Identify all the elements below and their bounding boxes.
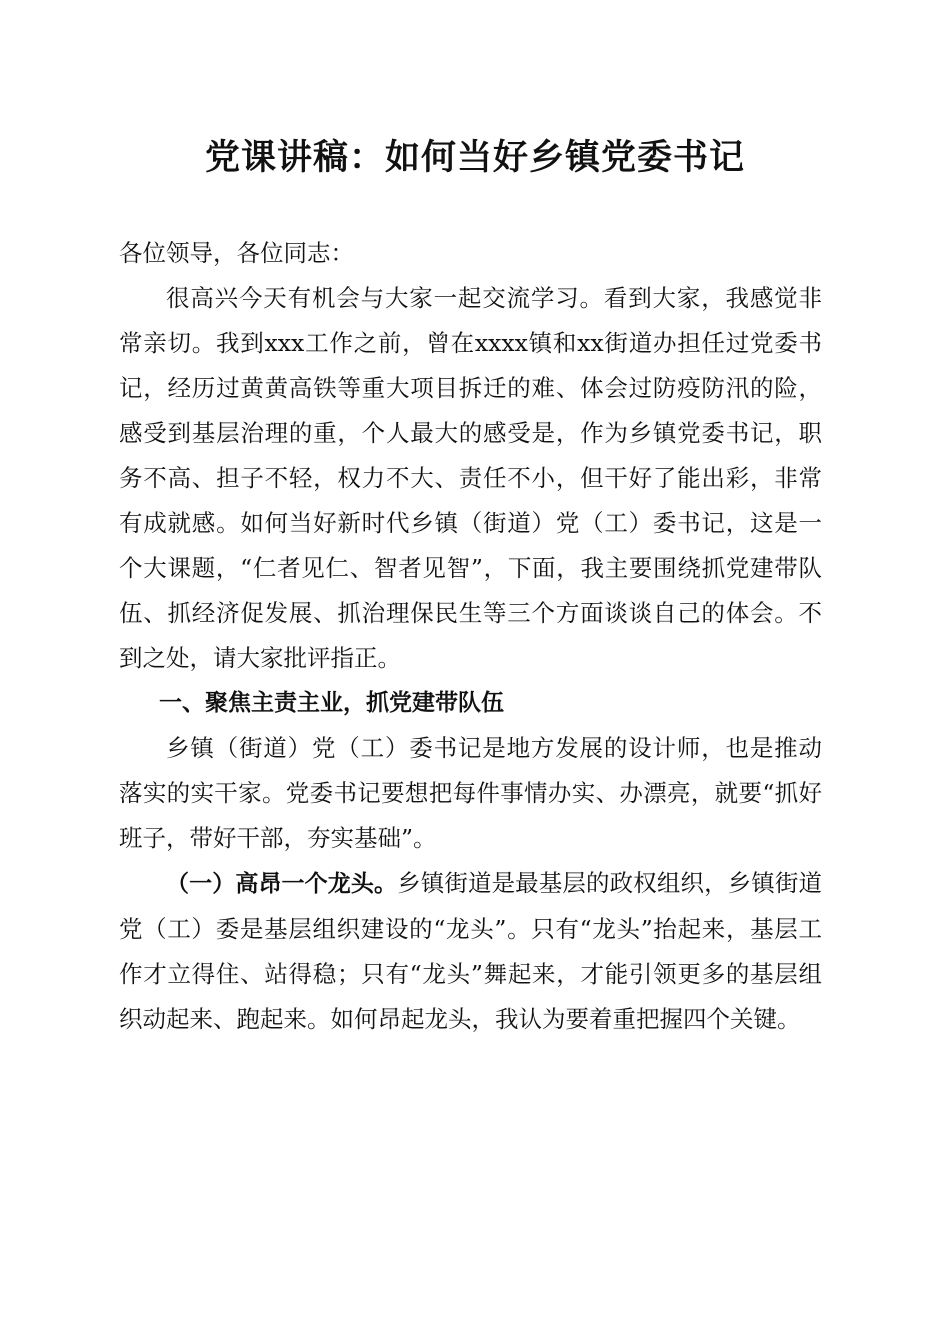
section-1-paragraph: 乡镇（街道）党（工）委书记是地方发展的设计师，也是推动落实的实干家。党委书记要想把每件事情办实、办漂亮，就要“抓好班子，带好干部，夯实基础”。 — [119, 734, 822, 852]
salutation: 各位领导，各位同志： — [119, 239, 354, 267]
intro-paragraph: 很高兴今天有机会与大家一起交流学习。看到大家，我感觉非常亲切。我到xxx工作之前，曾在xxxx镇和xx街道办担任过党委书记，经历过黄黄高铁等重大项目拆迁的难、体会过防疫防汛的险，感受到基层治理的重，个人最大的感受是，作为乡镇党委书记，职务不高、担子不轻，权力不大、责任不小，但干好了能出彩，非常有成就感。如何当好新时代乡镇（街道）党（工）委书记，这是一个大课题，“仁者见仁、智者见智”，下面，我主要围绕抓党建带队伍、抓经济促发展、抓治理保民生等三个方面谈谈自己的体会。不到之处，请大家批评指正。 — [119, 284, 822, 672]
section-heading-1: 一、聚焦主责主业，抓党建带队伍 — [159, 690, 504, 716]
subsection-1-text: 乡镇街道是最基层的政权组织，乡镇街道党（工）委是基层组织建设的“龙头”。只有“龙头”抬起来，基层工作才立得住、站得稳；只有“龙头”舞起来，才能引领更多的基层组织动起来、跑起来。如何昂起龙头，我认为要着重把握四个关键。 — [119, 869, 823, 1033]
document-body — [119, 231, 822, 1042]
subsection-heading-1: （一）高昂一个龙头。 — [166, 871, 398, 897]
subsection-1-paragraph — [119, 861, 822, 1042]
document-title: 党课讲稿：如何当好乡镇党委书记 — [204, 137, 745, 178]
